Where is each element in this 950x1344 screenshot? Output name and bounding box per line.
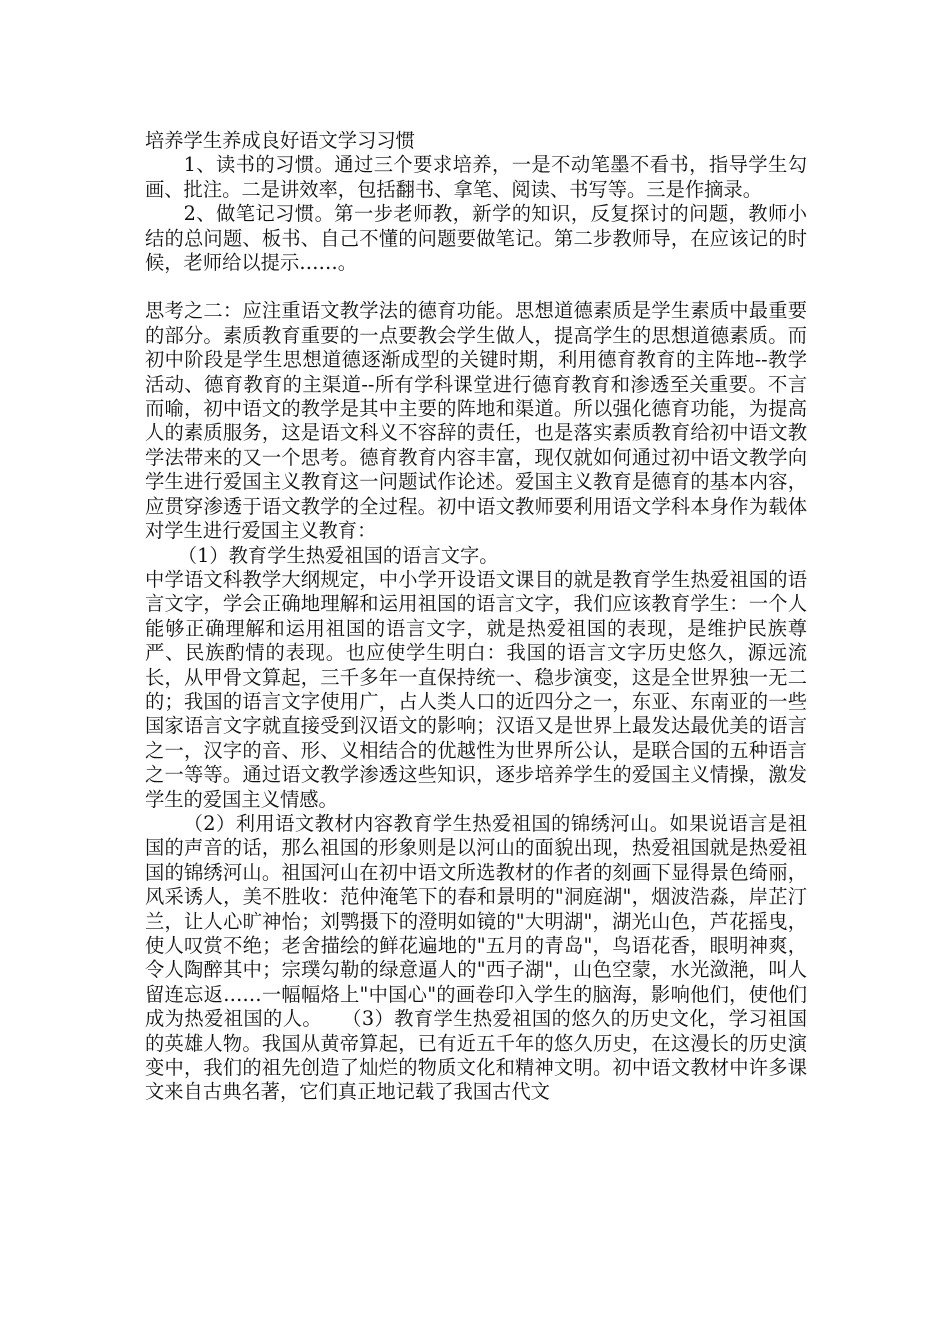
paragraph-landscape-love: （2）利用语文教材内容教育学生热爱祖国的锦绣河山。如果说语言是祖国的声音的话，那么祖国的形象则是以河山的面貌出现，热爱祖国就是热爱祖国的锦绣河山。祖国河山在初中语文所选教材的作者的刻画下显得景色绮丽，风采诱人，美不胜收：范仲淹笔下的春和景明的"洞庭湖"，烟波浩淼，岸芷汀兰，让人心旷神怡；刘鹗摄下的澄明如镜的"大明湖"，湖光山色，芦花摇曳，使人叹赏不绝；老舍描绘的鲜花遍地的"五月的青岛"，鸟语花香，眼明神爽，令人陶醉其中；宗璞勾勒的绿意逼人的"西子湖"，山色空蒙，水光潋滟，叫人留连忘返……一幅幅烙上"中国心"的画卷印入学生的脑海，影响他们，使他们成为热爱祖国的人。 （3）教育学生热爱祖国的悠久的历史文化，学习祖国的英雄人物。我国从黄帝算起，已有近五千年的悠久历史，在这漫长的历史演变中，我们的祖先创造了灿烂的物质文化和精神文明。初中语文教材中许多课文来自古典名著，它们真正地记载了我国古代文 xyxy=(145,811,807,1104)
paragraph-language-love: 中学语文科教学大纲规定，中小学开设语文课目的就是教育学生热爱祖国的语言文字，学会正确地理解和运用祖国的语言文字，我们应该教育学生：一个人能够正确理解和运用祖国的语言文字，就是热爱祖国的表现，是维护民族尊严、民族酌情的表现。也应使学生明白：我国的语言文字历史悠久，源远流长，从甲骨文算起，三千多年一直保持统一、稳步演变，这是全世界独一无二的；我国的语言文字使用广，占人类人口的近四分之一，东亚、东南亚的一些国家语言文字就直接受到汉语文的影响；汉语又是世界上最发达最优美的语言之一，汉字的音、形、义相结合的优越性为世界所公认，是联合国的五种语言之一等等。通过语文教学渗透这些知识，逐步培养学生的爱国主义情操，激发学生的爱国主义情感。 xyxy=(145,567,807,811)
paragraph-moral-education: 思考之二：应注重语文教学法的德育功能。思想道德素质是学生素质中最重要的部分。素质教育重要的一点要教会学生做人，提高学生的思想道德素质。而初中阶段是学生思想道德逐渐成型的关键时期，利用德育教育的主阵地--教学活动、德育教育的主渠道--所有学科课堂进行德育教育和渗透至关重要。不言而喻，初中语文的教学是其中主要的阵地和渠道。所以强化德育功能，为提高人的素质服务，这是语文科义不容辞的责任，也是落实素质教育给初中语文教学法带来的又一个思考。德育教育内容丰富，现仅就如何通过初中语文教学向学生进行爱国主义教育这一问题试作论述。爱国主义教育是德育的基本内容，应贯穿渗透于语文教学的全过程。初中语文教师要利用语文学科本身作为载体对学生进行爱国主义教育： xyxy=(145,299,807,543)
document-title: 培养学生养成良好语文学习习惯 xyxy=(145,129,415,152)
paragraph-heading-language: （1）教育学生热爱祖国的语言文字。 xyxy=(177,543,499,567)
paragraph-note-habit: 2、做笔记习惯。第一步老师教，新学的知识，反复探讨的问题，教师小结的总问题、板书、自己不懂的问题要做笔记。第二步教师导，在应该记的时候，老师给以提示……。 xyxy=(145,202,807,275)
paragraph-reading-habit: 1、读书的习惯。通过三个要求培养，一是不动笔墨不看书，指导学生勾画、批注。二是讲效率，包括翻书、拿笔、阅读、书写等。三是作摘录。 xyxy=(145,153,807,201)
document-body xyxy=(145,129,807,1105)
